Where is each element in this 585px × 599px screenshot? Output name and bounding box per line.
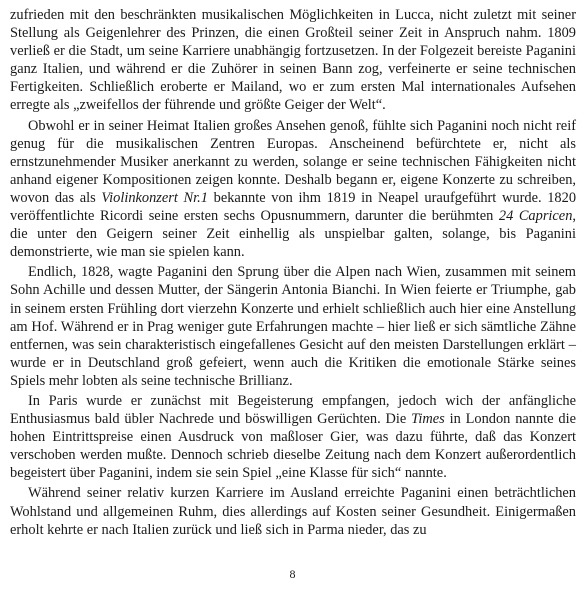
work-title-capricen: 24 Capricen — [498, 208, 573, 225]
paragraph-3-text: Endlich, 1828, wagte Paganini den Sprung über die Alpen nach Wien, zusammen mit seinem Sohn Achille und dessen Mutter, der Sängerin Antonia Bianchi. In Wien feierte er Triumphe, gab in seinem ersten Frühling dort vierzehn Konzerte und erhielt schließlich auch hier eine Anstellung am Hof. Während er in Prag weniger gute Erfahrungen machte – hier ließ er sich sämtliche Zähne entfernen, was sein charakteristisch eingefallenes Gesicht auf den meisten Darstellungen erklärt – wurde er in Deutschland groß gefeiert, wenn auch die Kritiken die emotionale Stärke seines Spiels mehr lobten als seine technische Brillianz. — [10, 264, 576, 389]
paragraph-5 — [10, 484, 576, 538]
paragraph-1-text: zufrieden mit den beschränkten musikalischen Möglichkeiten in Lucca, nicht zuletzt mit seiner Stellung als Geigenlehrer des Prinzen, die einen Großteil seiner Zeit in Anspruch nahm. 1809 verließ er die Stadt, um seine Karriere unabhängig fortzusetzen. In der Folgezeit bereiste Paganini ganz Italien, und während er die Zuhörer in seinen Bann zog, verfeinerte er seine technischen Fertigkeiten. Schließlich eroberte er Mailand, wo er zum ersten Mal internationales Aufsehen erregte als „zweifellos der führende und größte Geiger der Welt“. — [10, 7, 576, 114]
paragraph-2-text-b: bekannte von ihm 1819 in Neapel uraufgeführt wurde. 1820 veröffentlichte Ricordi seine ersten sechs Opusnummern, darunter die berühmten — [10, 189, 577, 225]
document-page — [10, 6, 576, 539]
paragraph-4-text-a: In Paris wurde er zunächst mit Begeisterung empfangen, jedoch wich der anfängliche Enthusiasmus bald übler Nachrede und böswilligen Gerüchten. Die — [10, 392, 576, 428]
paragraph-2 — [10, 117, 576, 262]
paragraph-1 — [10, 6, 576, 115]
paragraph-5-text: Während seiner relativ kurzen Karriere im Ausland erreichte Paganini einen beträchtlichen Wohlstand und allgemeinen Ruhm, dies allerdings auf Kosten seiner Gesundheit. Einigermaßen erholt kehrte er nach Italien zurück und ließ sich in Parma nieder, das zu — [10, 485, 576, 538]
paragraph-4 — [10, 392, 576, 482]
paragraph-2-text-c: , die unter den Geigern seiner Zeit einhellig als unspielbar galten, solange, bis Paganini demonstrierte, wie man sie spielen kann. — [10, 208, 577, 261]
paragraph-4-text-b: in London nannte die hohen Eintrittspreise einen Ausdruck von maßloser Gier, was dazu führte, daß das Konzert verschoben werden mußte. Dennoch schrieb dieselbe Zeitung nach dem Konzert außerordentlich begeistert über Paganini, indem sie sein Spiel „eine Klasse für sich“ nannte. — [10, 411, 576, 482]
paragraph-2-text-a: Obwohl er in seiner Heimat Italien großes Ansehen genoß, fühlte sich Paganini noch nicht reif genug für die musikalischen Zentren Europas. Anscheinend befürchtete er, nicht als ernstzunehmender Musiker anerkannt zu werden, solange er seine technischen Fähigkeiten nicht anhand eigener Kompositionen zeigen konnte. Deshalb begann er, eigene Konzerte zu schreiben, wovon das als — [10, 117, 576, 206]
paragraph-3 — [10, 263, 576, 390]
work-title-violinkonzert: Violinkonzert Nr.1 — [101, 189, 208, 206]
newspaper-title-times: Times — [411, 411, 445, 428]
page-number: 8 — [289, 567, 296, 581]
